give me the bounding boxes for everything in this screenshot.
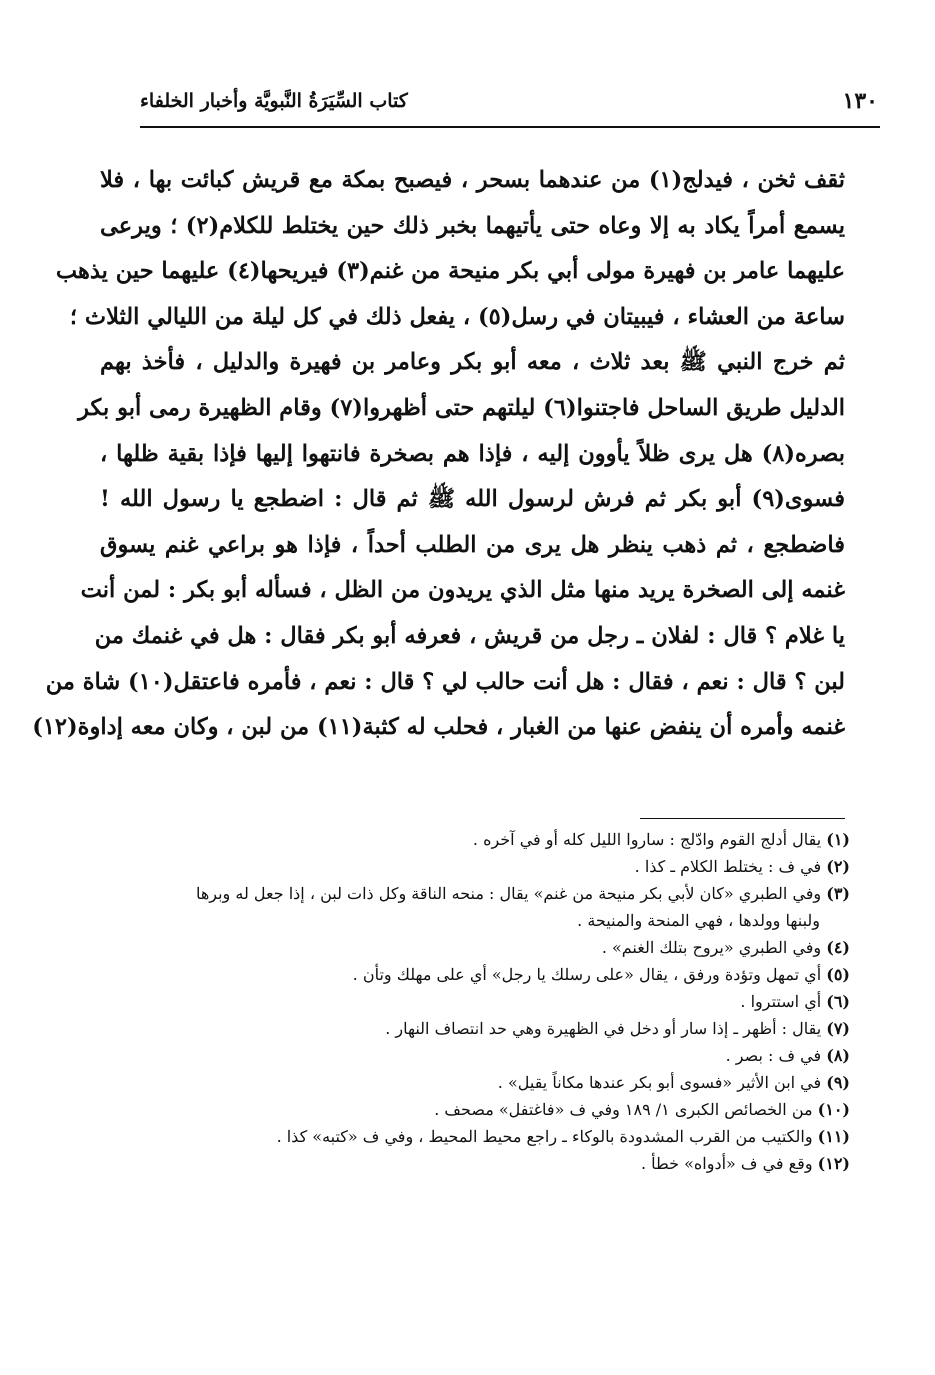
footnote-number: (١٢) <box>817 1154 850 1173</box>
footnote-number: (٧) <box>826 1019 850 1038</box>
footnote-text: والكتيب من القرب المشدودة بالوكاء ـ راجع محيط المحيط ، وفي ف «كتبه» كذا . <box>276 1127 813 1146</box>
footnote <box>110 1150 850 1177</box>
footnote-number: (١١) <box>817 1127 850 1146</box>
text-line: فاضطجع ، ثم ذهب ينظر هل يرى من الطلب أحداً ، فإذا هو براعي غنم يسوق <box>100 531 845 558</box>
text-line: يا غلام ؟ قال : لفلان ـ رجل من قريش ، فعرفه أبو بكر فقال : هل في غنمك من <box>94 622 845 649</box>
text-line: غنمه وأمره أن ينفض عنها من الغبار ، فحلب له كثبة(١١) من لبن ، وكان معه إداوة(١٢) <box>32 714 845 741</box>
text-line: ثقف ثخن ، فيدلج(١) من عندهما بسحر ، فيصبح بمكة مع قريش كبائت بها ، فلا <box>100 167 845 193</box>
text-line: غنمه إلى الصخرة يريد منها مثل الذي يريدون من الظل ، فسأله أبو بكر : لمن أنت <box>80 577 845 604</box>
footnote-text: أي تمهل وتؤدة ورفق ، يقال «على رسلك يا رجل» أي على مهلك وتأن . <box>352 965 822 984</box>
text-line: بصره(٨) هل يرى ظلاً يأوون إليه ، فإذا هم بصخرة فانتهوا إليها فإذا بقية ظلها ، <box>100 440 845 467</box>
page-header <box>140 86 880 126</box>
footnote-text: وفي الطبري «كان لأبي بكر منيحة من غنم» يقال : منحه الناقة وكل ذات لبن ، إذا جعل له وبرها <box>195 884 822 903</box>
footnote-number: (٣) <box>826 884 850 903</box>
footnote-number: (٦) <box>826 992 850 1011</box>
text-line: ساعة من العشاء ، فيبيتان في رسل(٥) ، يفعل ذلك في كل ليلة من الليالي الثلاث ؛ <box>69 303 845 330</box>
footnotes <box>110 826 850 1177</box>
footnote <box>110 826 850 853</box>
text-line: عليهما عامر بن فهيرة مولى أبي بكر منيحة من غنم(٣) فيريحها(٤) عليهما حين يذهب <box>55 258 845 285</box>
footnote-number: (٨) <box>826 1046 850 1065</box>
footnote <box>110 1096 850 1123</box>
footnote <box>110 880 850 907</box>
footnote <box>110 961 850 988</box>
main-text <box>32 158 845 751</box>
footnote <box>110 988 850 1015</box>
footnote <box>110 853 850 880</box>
running-title: كتاب السِّيَرَةُ النَّبويَّة وأخبار الخلفاء <box>140 90 408 112</box>
text-line: فسوى(٩) أبو بكر ثم فرش لرسول الله ﷺ ثم قال : اضطجع يا رسول الله ! <box>100 486 845 513</box>
footnote-text: أي استتروا . <box>740 992 822 1011</box>
footnote-text: في ف : يختلط الكلام ـ كذا . <box>634 857 822 876</box>
footnote-number: (٤) <box>826 938 850 957</box>
footnote-text: ولبنها وولدها ، فهي المنحة والمنيحة . <box>577 911 820 930</box>
footnote-number: (٢) <box>826 857 850 876</box>
header-rule <box>140 126 880 128</box>
footnote-number: (١٠) <box>817 1100 850 1119</box>
footnote <box>110 1123 850 1150</box>
text-line: ثم خرج النبي ﷺ بعد ثلاث ، معه أبو بكر وعامر بن فهيرة والدليل ، فأخذ بهم <box>100 349 845 376</box>
footnote-separator <box>640 818 845 819</box>
footnote-text: وفي الطبري «يروح بتلك الغنم» . <box>601 938 822 957</box>
footnote-number: (٥) <box>826 965 850 984</box>
footnote <box>110 934 850 961</box>
footnote <box>110 1069 850 1096</box>
footnote-text: وقع في ف «أدواه» خطأ . <box>640 1154 813 1173</box>
footnote-number: (١) <box>826 830 850 849</box>
text-line: يسمع أمراً يكاد به إلا وعاه حتى يأتيهما بخبر ذلك حين يختلط للكلام(٢) ؛ ويرعى <box>100 212 845 239</box>
text-line: لبن ؟ قال : نعم ، فقال : هل أنت حالب لي ؟ قال : نعم ، فأمره فاعتقل(١٠) شاة من <box>45 668 845 695</box>
footnote-continuation <box>110 907 850 934</box>
footnote-text: في ف : بصر . <box>725 1046 822 1065</box>
page-number: ١٣٠ <box>842 88 878 114</box>
footnote-number: (٩) <box>826 1073 850 1092</box>
footnote-text: يقال : أظهر ـ إذا سار أو دخل في الظهيرة وهي حد انتصاف النهار . <box>385 1019 822 1038</box>
text-line: الدليل طريق الساحل فاجتنوا(٦) ليلتهم حتى أظهروا(٧) وقام الظهيرة رمى أبو بكر <box>78 394 845 421</box>
footnote-text: في ابن الأثير «فسوى أبو بكر عندها مكاناً يقيل» . <box>497 1073 822 1092</box>
footnote <box>110 1015 850 1042</box>
footnote <box>110 1042 850 1069</box>
footnote-text: من الخصائص الكبرى ١/ ١٨٩ وفي ف «فاغتفل» مصحف . <box>434 1100 813 1119</box>
footnote-text: يقال أدلج القوم وادّلج : ساروا الليل كله أو في آخره . <box>472 830 822 849</box>
